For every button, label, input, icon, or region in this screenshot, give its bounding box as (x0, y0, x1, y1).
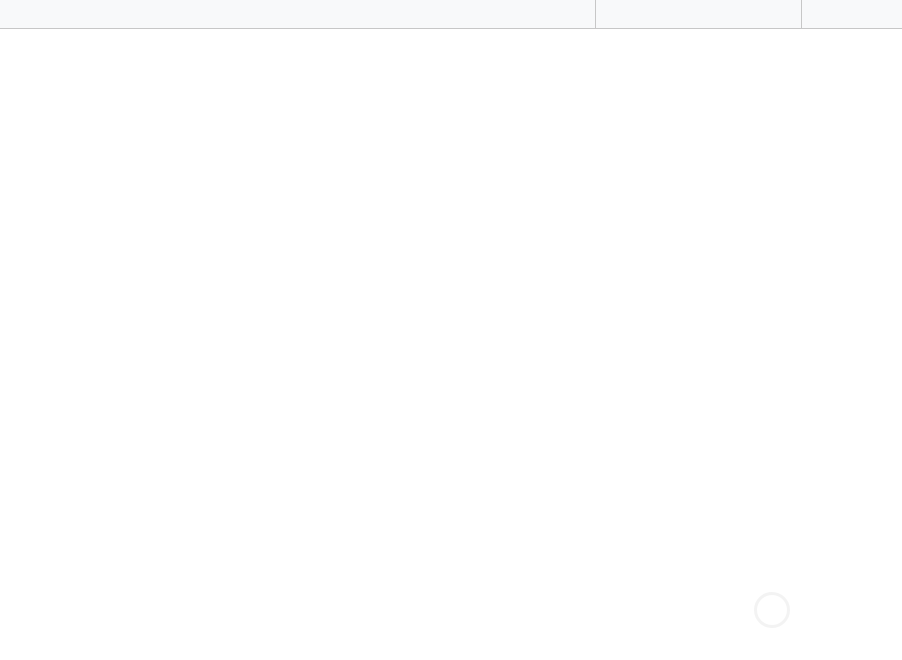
watermark-logo-icon (754, 592, 790, 628)
column-header-a[interactable] (0, 0, 596, 28)
watermark (754, 588, 874, 632)
column-header-bar (0, 0, 902, 29)
column-header-d[interactable] (596, 0, 802, 28)
column-header-e[interactable] (802, 0, 902, 28)
